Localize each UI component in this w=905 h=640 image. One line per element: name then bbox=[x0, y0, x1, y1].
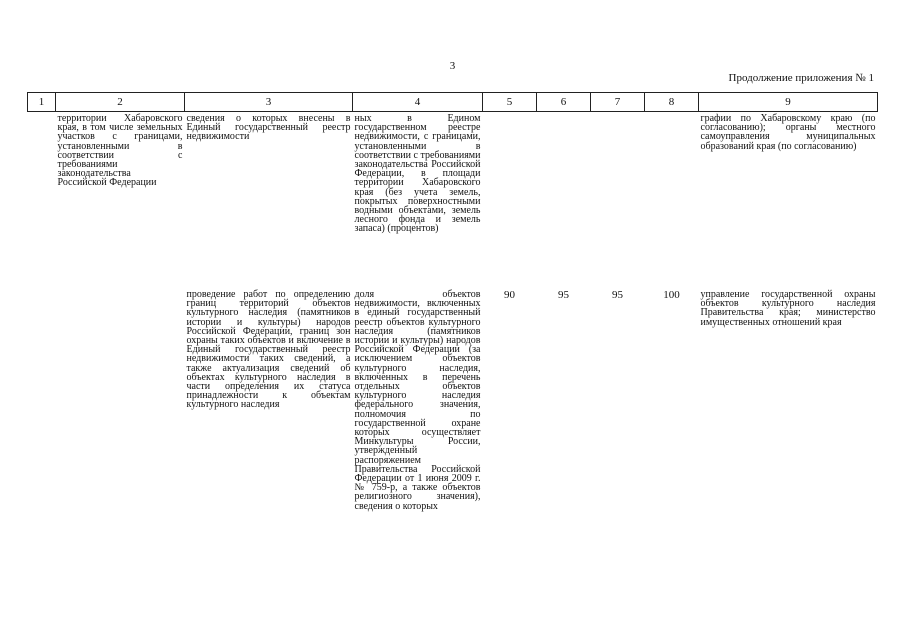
column-header: 6 bbox=[537, 93, 591, 112]
table-cell-responsible: графии по Хабаровскому краю (по согласованию); органы местного самоуправления муниципальных образований края (по согласованию) bbox=[700, 113, 876, 152]
column-header: 1 bbox=[28, 93, 56, 112]
table-cell-value bbox=[645, 112, 699, 289]
table-cell-value: 95 bbox=[612, 289, 623, 301]
table-cell-number bbox=[28, 112, 56, 289]
document-table bbox=[27, 92, 878, 511]
table-header-row bbox=[28, 93, 878, 112]
table-cell-task bbox=[56, 288, 185, 511]
table-cell-value bbox=[483, 112, 537, 289]
column-header: 4 bbox=[353, 93, 483, 112]
table-cell-responsible: управление государственной охраны объектов культурного наследия Правительства края; министерство имущественных отношений края bbox=[700, 289, 876, 328]
table-row bbox=[28, 112, 878, 289]
table-cell-value bbox=[537, 112, 591, 289]
column-header: 9 bbox=[699, 93, 878, 112]
table-cell-measure: сведения о которых внесены в Единый государственный реестр недвижимости bbox=[186, 113, 351, 143]
table-cell-value: 95 bbox=[558, 289, 569, 301]
column-header: 5 bbox=[483, 93, 537, 112]
page-number: 3 bbox=[449, 60, 456, 72]
table-row bbox=[28, 288, 878, 511]
table-cell-indicator: доля объектов недвижимости, включенных в единый государственный реестр объектов культурного наследия (памятников истории и культуры) народов Российской Федерации (за исключением объектов культурного наследия, включенных в перечень отдельных объектов культурного наследия федерального значения, полномочия по государственной охране которых осуществляет Минкультуры России, утвержденный распоряжением Правительства Российской Федерации от 1 июня 2009 г. № 759-р, а также объектов религиозного значения), сведения о которых bbox=[354, 289, 481, 512]
column-header: 3 bbox=[185, 93, 353, 112]
table-cell-value: 90 bbox=[504, 289, 515, 301]
column-header: 8 bbox=[645, 93, 699, 112]
table-cell-number bbox=[28, 288, 56, 511]
table-cell-measure: проведение работ по определению границ территорий объектов культурного наследия (памятников истории и культуры) народов Российской Федерации, границ зон охраны таких объектов и включение в Единый государственный реестр недвижимости таких сведений, а также актуализация сведений об объектах культурного наследия в части определения их статуса принадлежности к объектам культурного наследия bbox=[186, 289, 351, 411]
table-cell-indicator: ных в Едином государственном реестре недвижимости, с границами, установленными в соответствии с требованиями законодательства Российской Федерации, в площади территории Хабаровского края (без учета земель, покрытых поверхностными водными объектами, земель лесного фонда и земель запаса) (процентов) bbox=[354, 113, 481, 235]
table-cell-task: территории Хабаровского края, в том числе земельных участков с границами, установленными в соответствии с требованиями законодательства Российской Федерации bbox=[57, 113, 183, 189]
column-header: 7 bbox=[591, 93, 645, 112]
table-cell-value: 100 bbox=[663, 289, 680, 301]
continuation-caption: Продолжение приложения № 1 bbox=[728, 72, 874, 84]
table-cell-value bbox=[591, 112, 645, 289]
column-header: 2 bbox=[56, 93, 185, 112]
